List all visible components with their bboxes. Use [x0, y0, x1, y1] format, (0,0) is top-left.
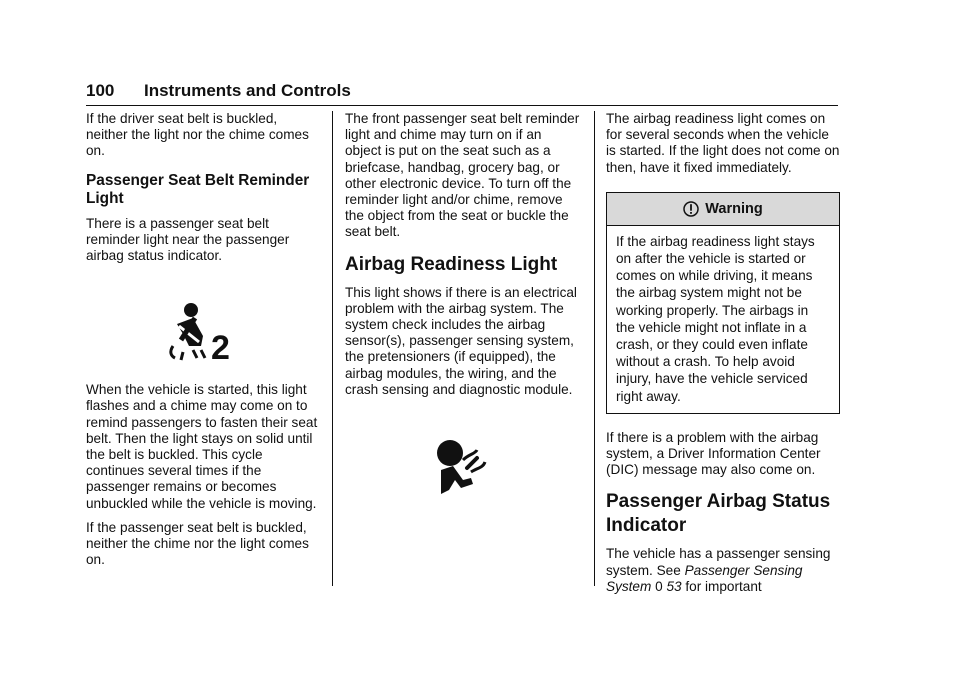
seat-belt-icon-digit: 2 — [210, 329, 230, 363]
page-header — [86, 81, 838, 106]
page-number: 100 — [86, 81, 115, 100]
warning-header — [607, 193, 839, 226]
buckled-paragraph: If the passenger seat belt is buckled, neither the chime nor the light comes on. — [86, 519, 309, 568]
seat-belt-reminder-icon — [159, 302, 249, 362]
passenger-sensing-end: for important — [685, 578, 762, 594]
reminder-behavior-paragraph: When the vehicle is started, this light flashes and a chime may come on to remind passengers to fasten their seat belt. Then the light stays on solid until the belt is buckled. This cycle continues several times if the passenger remains or becomes unbuckled while the vehicle is moving. — [86, 382, 318, 511]
warning-title: Warning — [705, 200, 763, 217]
object-on-seat-paragraph: The front passenger seat belt reminder light and chime may turn on if an object is put on the seat such as a briefcase, handbag, grocery bag, or other electronic device. To turn off the reminder light and/or chime, remove the object from the seat or buckle the seat belt. — [345, 111, 580, 240]
seat-belt-reminder-heading: Passenger Seat Belt Reminder Light — [86, 171, 310, 207]
page-ref-number[interactable]: 53 — [666, 578, 682, 594]
column-divider-1 — [332, 111, 333, 586]
warning-icon — [683, 201, 699, 217]
seat-belt-icon-wrap — [86, 302, 321, 362]
column-1 — [86, 111, 321, 576]
passenger-sensing-link[interactable]: Passenger Sensing System — [606, 562, 803, 594]
airbag-readiness-heading: Airbag Readiness Light — [345, 253, 558, 275]
readiness-light-paragraph: The airbag readiness light comes on for several seconds when the vehicle is started. If the light does not come on then, have it fixed immediately. — [606, 111, 840, 175]
page-ref-arrow: 0 — [655, 578, 663, 594]
section-title: Instruments and Controls — [144, 81, 351, 100]
warning-box — [606, 192, 840, 414]
passenger-sensing-paragraph — [606, 546, 840, 595]
airbag-readiness-paragraph: This light shows if there is an electrical problem with the airbag system. The system check includes the airbag sensor(s), passenger sensing system, the pretensioners (if equipped), the airbag modules, the wiring, and the crash sensing and diagnostic module. — [345, 284, 577, 397]
warning-body: If the airbag readiness light stays on after the vehicle is started or comes on while driving, it means the airbag system might not be working properly. The airbags in the vehicle might not inflate in a crash, or they could even inflate without a crash. To help avoid injury, have the vehicle serviced right away. — [616, 233, 815, 404]
passenger-airbag-status-heading: Passenger Airbag Status Indicator — [606, 491, 831, 537]
column-divider-2 — [594, 111, 595, 586]
airbag-icon-wrap — [345, 438, 580, 498]
airbag-readiness-icon — [433, 438, 493, 498]
column-2 — [345, 111, 580, 498]
intro-paragraph: If the driver seat belt is buckled, neither the light nor the chime comes on. — [86, 111, 309, 159]
column-3 — [606, 111, 840, 603]
dic-message-paragraph: If there is a problem with the airbag system, a Driver Information Center (DIC) message may also come on. — [606, 429, 821, 478]
seat-belt-reminder-paragraph: There is a passenger seat belt reminder light near the passenger airbag status indicator. — [86, 215, 290, 264]
passenger-sensing-text: The vehicle has a passenger sensing system. See — [606, 546, 831, 578]
